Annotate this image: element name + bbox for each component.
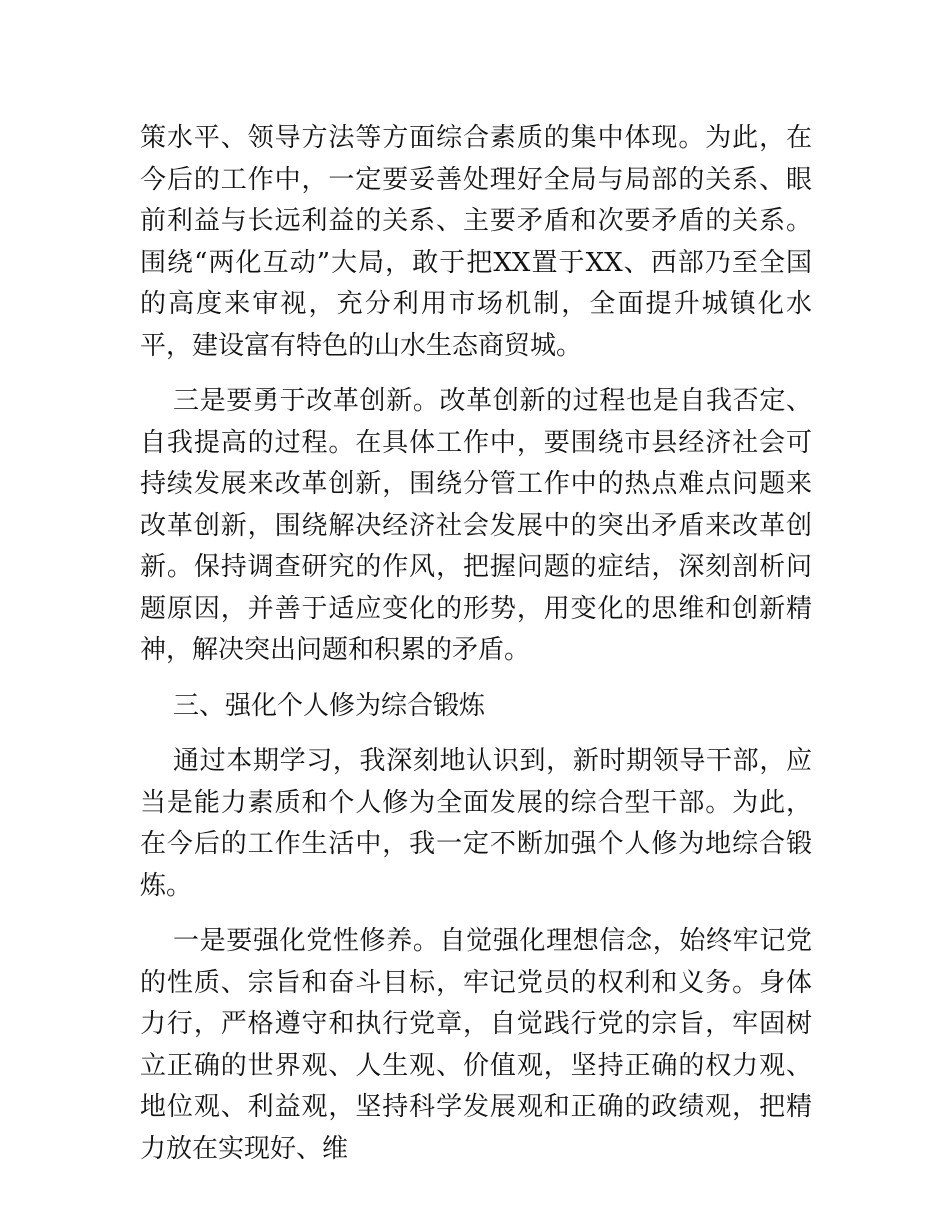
section-heading: 三、强化个人修为综合锻炼 — [173, 690, 486, 721]
paragraph-reform-innovation: 三是要勇于改革创新。改革创新的过程也是自我否定、自我提高的过程。在具体工作中，要围绕市县经济社会可持续发展来改革创新，围绕分管工作中的热点难点问题来改革创新，围绕解决经济社会发展中的突出矛盾来改革创新。保持调查研究的作风，把握问题的症结，深刻剖析问题原因，并善于适应变化的形势，用变化的思维和创新精神，解决突出问题和积累的矛盾。 — [140, 386, 812, 665]
document-body — [140, 118, 812, 1184]
paragraph-study-reflection: 通过本期学习，我深刻地认识到，新时期领导干部，应当是能力素质和个人修为全面发展的综合型干部。为此，在今后的工作生活中，我一定不断加强个人修为地综合锻炼。 — [140, 746, 812, 901]
paragraph-continuation: 策水平、领导方法等方面综合素质的集中体现。为此，在今后的工作中，一定要妥善处理好全局与局部的关系、眼前利益与长远利益的关系、主要矛盾和次要矛盾的关系。围绕“两化互动”大局，敢于把XX置于XX、西部乃至全国的高度来审视，充分利用市场机制，全面提升城镇化水平，建设富有特色的山水生态商贸城。 — [140, 123, 812, 361]
paragraph-party-cultivation: 一是要强化党性修养。自觉强化理想信念，始终牢记党的性质、宗旨和奋斗目标，牢记党员的权利和义务。身体力行，严格遵守和执行党章，自觉践行党的宗旨，牢固树立正确的世界观、人生观、价值观，坚持正确的权力观、地位观、利益观，坚持科学发展观和正确的政绩观，把精力放在实现好、维 — [140, 926, 812, 1164]
